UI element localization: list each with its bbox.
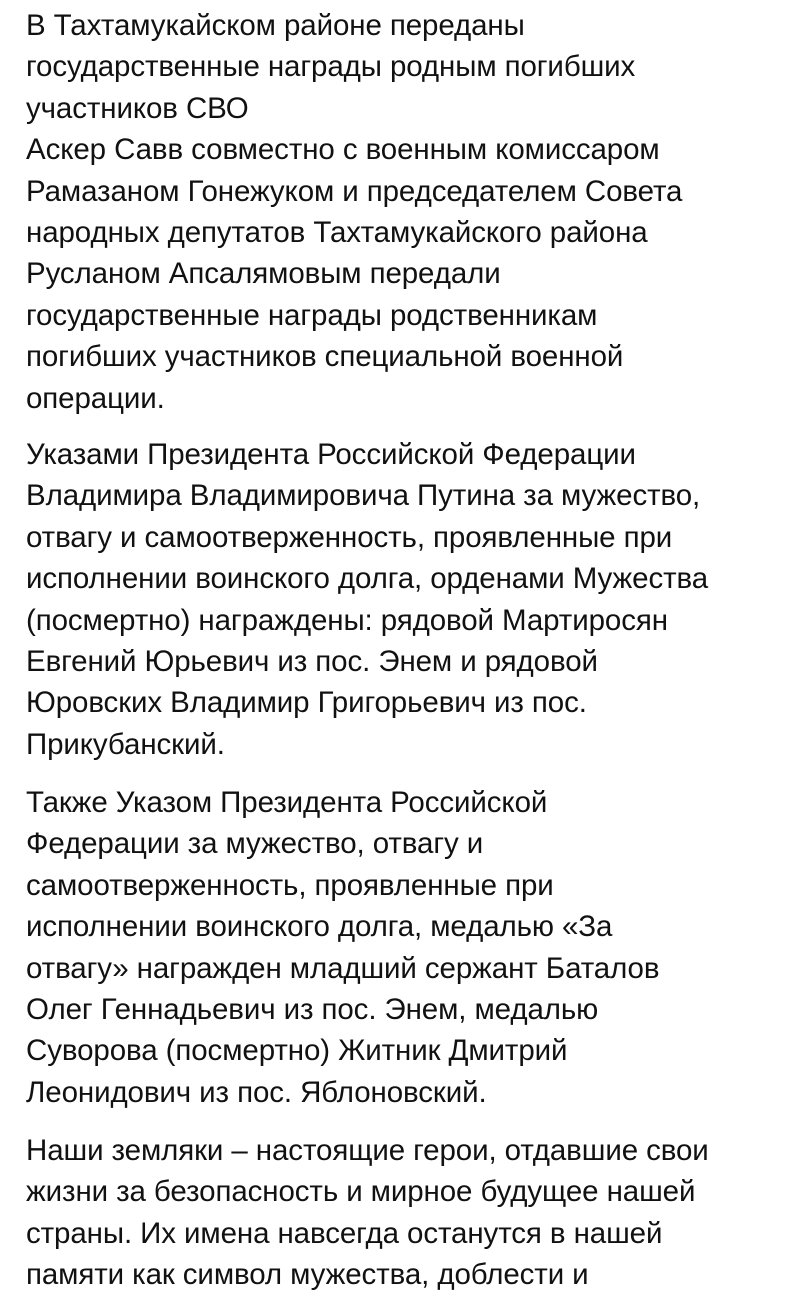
text-line: Юровских Владимир Григорьевич из пос. — [26, 686, 587, 720]
text-line: (посмертно) награждены: рядовой Мартиросян — [26, 603, 668, 637]
post-paragraph-3 — [26, 782, 659, 1113]
text-line: памяти как символ мужества, доблести и — [26, 1258, 589, 1292]
text-line: отвагу» награжден младший сержант Баталов — [26, 951, 660, 985]
text-line: народных депутатов Тахтамукайского района — [26, 216, 648, 250]
text-line: отвагу и самоотверженность, проявленные при — [26, 520, 673, 554]
text-line: участников СВО — [26, 91, 249, 125]
text-line: Указами Президента Российской Федерации — [26, 438, 636, 471]
post-paragraph-4 — [26, 1130, 709, 1296]
text-line: Суворова (посмертно) Житник Дмитрий — [26, 1034, 568, 1068]
text-line: исполнении воинского долга, орденами Мужества — [26, 562, 709, 596]
text-line: Леонидович из пос. Яблоновский. — [26, 1075, 487, 1109]
text-line: Русланом Апсалямовым передали — [26, 257, 501, 291]
text-line: Олег Геннадьевич из пос. Энем, медалью — [26, 993, 599, 1027]
text-line: Наши земляки – настоящие герои, отдавшие свои — [26, 1134, 709, 1167]
text-line: Аскер Савв совместно с военным комиссаром — [26, 133, 660, 167]
text-line: Прикубанский. — [26, 727, 225, 761]
text-line: государственные награды родным погибших — [26, 50, 636, 84]
text-line: исполнении воинского долга, медалью «За — [26, 910, 613, 944]
text-line: В Тахтамукайском районе переданы — [26, 9, 525, 42]
text-line: самоотверженность, проявленные при — [26, 868, 554, 902]
text-line: государственные награды родственникам — [26, 298, 598, 332]
text-line: Федерации за мужество, отвагу и — [26, 827, 484, 861]
text-line: Рамазаном Гонежуком и председателем Совета — [26, 174, 683, 208]
text-line: Также Указом Президента Российской — [26, 786, 548, 819]
text-line: операции. — [26, 381, 165, 415]
text-line: жизни за безопасность и мирное будущее нашей — [26, 1175, 696, 1209]
text-line: погибших участников специальной военной — [26, 340, 624, 374]
text-line: Владимира Владимировича Путина за мужество, — [26, 479, 701, 513]
text-line: Евгений Юрьевич из пос. Энем и рядовой — [26, 645, 598, 679]
post-paragraph-2 — [26, 434, 708, 765]
post-paragraph-1 — [26, 5, 682, 419]
text-line: страны. Их имена навсегда останутся в нашей — [26, 1216, 663, 1250]
